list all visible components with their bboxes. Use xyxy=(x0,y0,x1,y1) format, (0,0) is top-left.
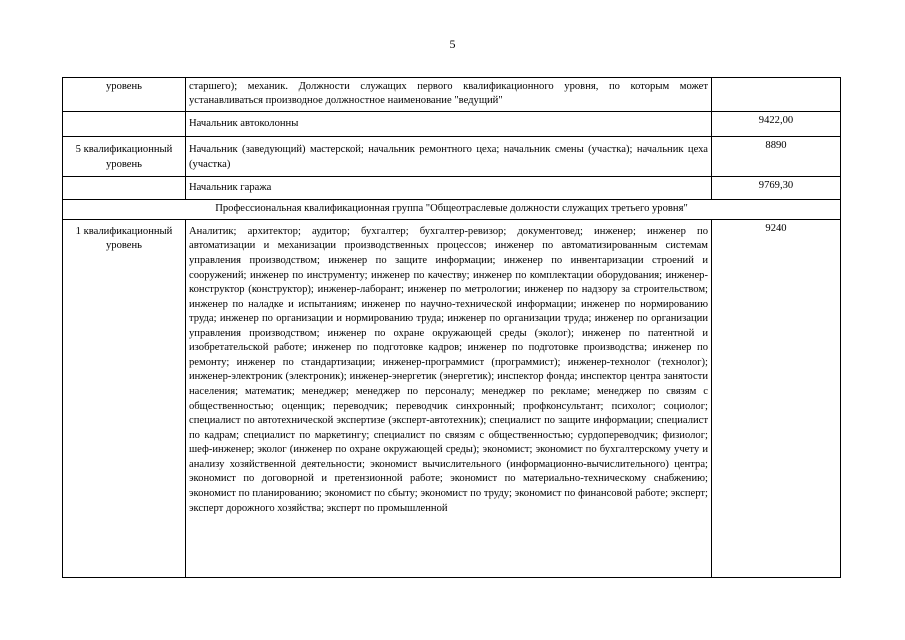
salary-cell: 9240 xyxy=(712,219,841,577)
group-header: Профессиональная квалификационная группа "Общеотраслевые должности служащих третьего уровня" xyxy=(63,200,841,219)
table-row xyxy=(63,177,841,200)
salary-table xyxy=(62,77,841,578)
salary-cell: 8890 xyxy=(712,137,841,177)
post-cell: Начальник (заведующий) мастерской; начальник ремонтного цеха; начальник смены (участка); начальник цеха (участка) xyxy=(186,137,712,177)
table-row xyxy=(63,111,841,136)
level-cell: 1 квалификационный уровень xyxy=(63,219,186,577)
page-number: 5 xyxy=(449,37,456,51)
post-cell: Начальник автоколонны xyxy=(186,111,712,136)
table-row xyxy=(63,219,841,577)
post-cell: Аналитик; архитектор; аудитор; бухгалтер; бухгалтер-ревизор; документовед; инженер; инженер по автоматизации и механизации производственных процессов; инженер по автоматизированным системам управления производством; инженер по защите информации; инженер по инвентаризации строений и сооружений; инженер по инструменту; инженер по качеству; инженер по комплектации оборудования; инженер-конструктор (конструктор); инженер-лаборант; инженер по метрологии; инженер по надзору за строительством; инженер по наладке и испытаниям; инженер по научно-технической информации; инженер по нормированию труда; инженер по организации и нормированию труда; инженер по организации труда; инженер по организации управления производством; инженер по охране окружающей среды (эколог); инженер по патентной и изобретательской работе; инженер по подготовке кадров; инженер по подготовке производства; инженер по ремонту; инженер по стандартизации; инженер-программист (программист); инженер-технолог (технолог); инженер-электроник (электроник); инженер-энергетик (энергетик); инспектор фонда; инспектор центра занятости населения; математик; менеджер; менеджер по персоналу; менеджер по рекламе; менеджер по связям с общественностью; оценщик; переводчик; переводчик синхронный; профконсультант; психолог; социолог; специалист по автотехнической экспертизе (эксперт-автотехник); специалист по защите информации; специалист по кадрам; специалист по маркетингу; специалист по связям с общественностью; сурдопереводчик; физиолог; шеф-инженер; эколог (инженер по охране окружающей среды); экономист; экономист по бухгалтерскому учету и анализу хозяйственной деятельности; экономист вычислительного (информационно-вычислительного) центра; экономист по договорной и претензионной работе; экономист по материально-техническому снабжению; экономист по планированию; экономист по сбыту; экономист по труду; экономист по финансовой работе; эксперт; эксперт дорожного хозяйства; эксперт по промышленной xyxy=(186,219,712,577)
salary-cell: 9769,30 xyxy=(712,177,841,200)
table-row xyxy=(63,137,841,177)
salary-cell: 9422,00 xyxy=(712,111,841,136)
post-cell: Начальник гаража xyxy=(186,177,712,200)
post-cell: старшего); механик. Должности служащих первого квалификационного уровня, по которым может устанавливаться производное должностное наименование "ведущий" xyxy=(186,78,712,112)
table-row xyxy=(63,78,841,112)
level-cell xyxy=(63,111,186,136)
level-cell xyxy=(63,177,186,200)
table-row xyxy=(63,200,841,219)
level-cell: 5 квалификационный уровень xyxy=(63,137,186,177)
salary-cell xyxy=(712,78,841,112)
level-cell: уровень xyxy=(63,78,186,112)
